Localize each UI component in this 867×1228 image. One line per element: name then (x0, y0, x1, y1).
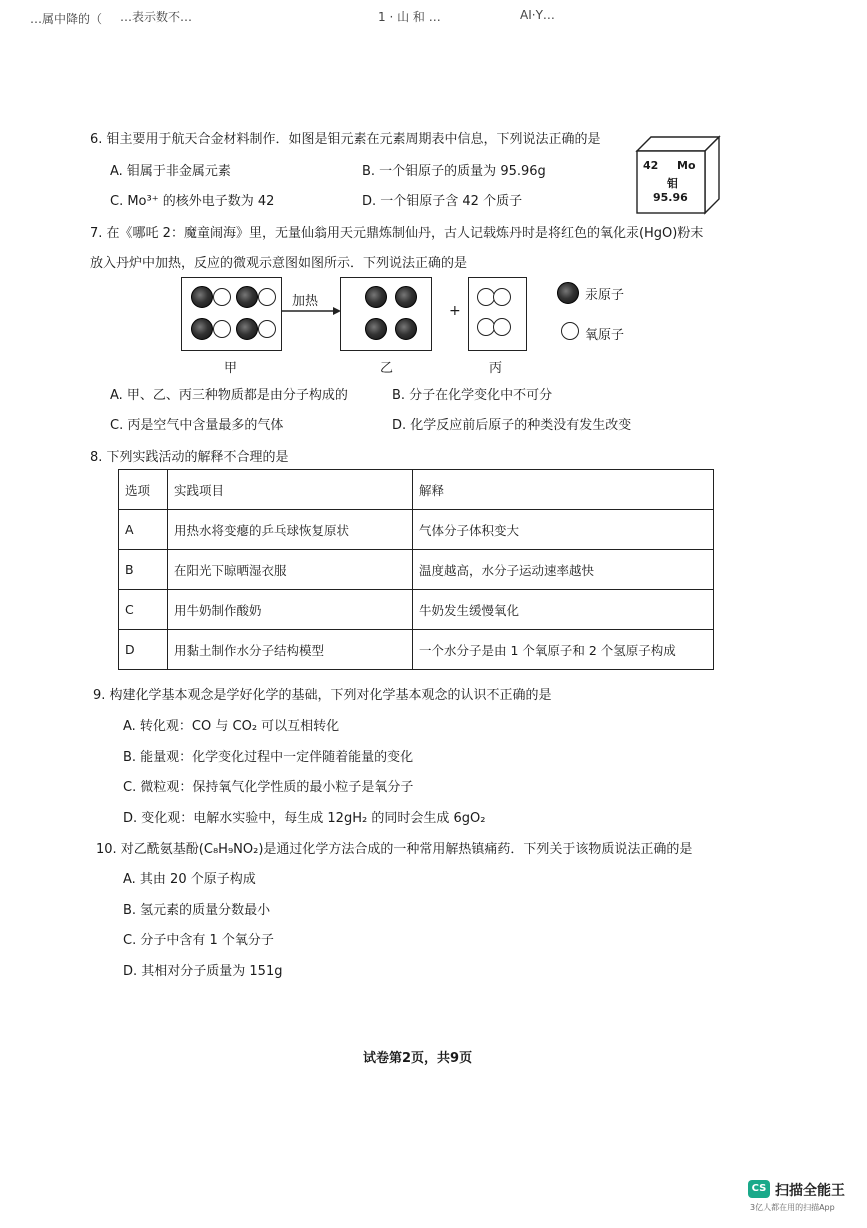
watermark-app-name: 扫描全能王 (775, 1183, 845, 1199)
table-row (119, 590, 714, 630)
reaction-arrow-icon (281, 305, 341, 317)
table-cell-option: C (119, 590, 168, 630)
label-jia: 甲 (224, 361, 238, 376)
q7-stem-line2: 放入丹炉中加热，反应的微观示意图如图所示．下列说法正确的是 (90, 256, 468, 271)
legend-mercury-atom (557, 282, 579, 304)
label-yi: 乙 (380, 361, 394, 376)
table-header-cell: 解释 (413, 470, 714, 510)
mercury-atom (365, 286, 387, 308)
q9-option-d: D. 变化观：电解水实验中，每生成 12gH₂ 的同时会生成 6gO₂ (123, 811, 486, 826)
oxygen-atom (213, 288, 231, 306)
diagram-box-jia (181, 277, 282, 351)
table-cell-project: 用黏土制作水分子结构模型 (168, 630, 413, 670)
watermark-slogan: 3亿人都在用的扫描App (750, 1203, 835, 1212)
header-fragment: …属中降的（ (30, 12, 103, 26)
element-atomic-number: 42 (643, 159, 659, 172)
q10-stem: 10. 对乙酰氨基酚(C₈H₉NO₂)是通过化学方法合成的一种常用解热镇痛药．下列关于该物质说法正确的是 (96, 842, 693, 857)
plus-sign: + (449, 303, 461, 319)
header-fragment: 1 · 山 和 … (378, 10, 441, 24)
q10-option-c: C. 分子中含有 1 个氧分子 (123, 933, 274, 948)
q9-option-b: B. 能量观：化学变化过程中一定伴随着能量的变化 (123, 750, 414, 765)
q7-stem-line1: 7. 在《哪吒 2：魔童闹海》里，无量仙翁用天元鼎炼制仙丹，古人记载炼丹时是将红色的氧化汞(HgO)粉末 (90, 226, 704, 241)
table-cell-option: D (119, 630, 168, 670)
element-name: 钼 (667, 177, 678, 190)
mercury-atom (236, 318, 258, 340)
oxygen-atom (493, 318, 511, 336)
mercury-atom (191, 318, 213, 340)
q7-option-d: D. 化学反应前后原子的种类没有发生改变 (392, 418, 632, 433)
page-number: 试卷第2页，共9页 (363, 1051, 473, 1066)
table-row (119, 510, 714, 550)
q6-stem: 6. 钼主要用于航天合金材料制作．如图是钼元素在元素周期表中信息，下列说法正确的是 (90, 132, 601, 147)
oxygen-atom (493, 288, 511, 306)
q7-option-c: C. 丙是空气中含量最多的气体 (110, 418, 284, 433)
table-cell-project: 用牛奶制作酸奶 (168, 590, 413, 630)
q8-table (118, 469, 714, 670)
q10-option-d: D. 其相对分子质量为 151g (123, 964, 283, 979)
mercury-atom (395, 286, 417, 308)
table-cell-explanation: 一个水分子是由 1 个氧原子和 2 个氢原子构成 (413, 630, 714, 670)
q6-option-d: D. 一个钼原子含 42 个质子 (362, 194, 523, 209)
mercury-atom (395, 318, 417, 340)
diagram-box-yi (340, 277, 432, 351)
q9-stem: 9. 构建化学基本观念是学好化学的基础，下列对化学基本观念的认识不正确的是 (93, 688, 552, 703)
table-cell-explanation: 牛奶发生缓慢氧化 (413, 590, 714, 630)
diagram-box-bing (468, 277, 527, 351)
table-row (119, 630, 714, 670)
table-cell-project: 在阳光下晾晒湿衣服 (168, 550, 413, 590)
element-mass: 95.96 (653, 191, 688, 204)
q9-option-a: A. 转化观：CO 与 CO₂ 可以互相转化 (123, 719, 340, 734)
table-cell-option: B (119, 550, 168, 590)
q7-option-a: A. 甲、乙、丙三种物质都是由分子构成的 (110, 388, 348, 403)
q6-option-a: A. 钼属于非金属元素 (110, 164, 231, 179)
camscanner-logo-icon: CS (748, 1180, 770, 1198)
legend-oxygen-atom (561, 322, 579, 340)
table-cell-option: A (119, 510, 168, 550)
table-cell-project: 用热水将变瘪的乒乓球恢复原状 (168, 510, 413, 550)
q6-option-c: C. Mo³⁺ 的核外电子数为 42 (110, 194, 275, 209)
label-bing: 丙 (489, 361, 503, 376)
element-symbol: Mo (677, 159, 696, 172)
table-header-cell: 选项 (119, 470, 168, 510)
legend-oxygen-label: 氧原子 (585, 328, 625, 343)
q10-option-b: B. 氢元素的质量分数最小 (123, 903, 271, 918)
q8-stem: 8. 下列实践活动的解释不合理的是 (90, 450, 289, 465)
table-header-cell: 实践项目 (168, 470, 413, 510)
oxygen-atom (213, 320, 231, 338)
q10-option-a: A. 其由 20 个原子构成 (123, 872, 256, 887)
mercury-atom (191, 286, 213, 308)
q7-option-b: B. 分子在化学变化中不可分 (392, 388, 553, 403)
header-fragment: …表示数不… (120, 10, 193, 24)
oxygen-atom (258, 320, 276, 338)
reaction-condition: 加热 (292, 294, 319, 309)
table-header-row (119, 470, 714, 510)
legend-mercury-label: 汞原子 (585, 288, 625, 303)
element-card-molybdenum (633, 133, 723, 215)
table-cell-explanation: 温度越高，水分子运动速率越快 (413, 550, 714, 590)
q6-option-b: B. 一个钼原子的质量为 95.96g (362, 164, 546, 179)
q9-option-c: C. 微粒观：保持氧气化学性质的最小粒子是氧分子 (123, 780, 414, 795)
table-row (119, 550, 714, 590)
header-fragment: AI·Y… (520, 8, 555, 22)
oxygen-atom (258, 288, 276, 306)
mercury-atom (365, 318, 387, 340)
table-cell-explanation: 气体分子体积变大 (413, 510, 714, 550)
mercury-atom (236, 286, 258, 308)
